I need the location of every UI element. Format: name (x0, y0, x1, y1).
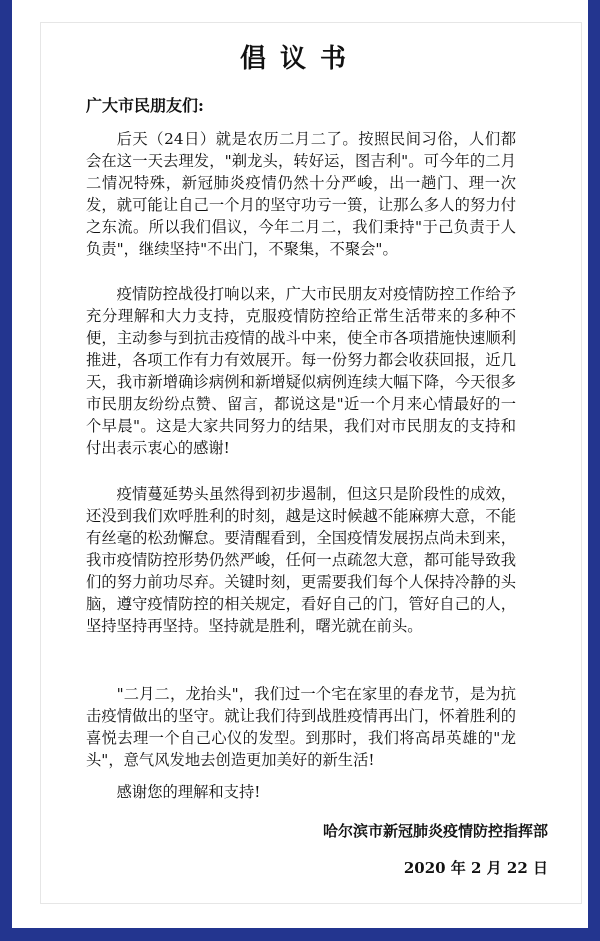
paragraph-5: 感谢您的理解和支持! (116, 783, 261, 801)
paragraph-2: 疫情防控战役打响以来，广大市民朋友对疫情防控工作给予充分理解和大力支持，克服疫情防控给正常生活带来的多种不便，主动参与到抗击疫情的战斗中来，使全市各项措施快速顺利推进，各项工作有力有效展开。每一份努力都会收获回报，近几天，我市新增确诊病例和新增疑似病例连续大幅下降，今天很多市民朋友纷纷点赞、留言，都说这是"近一个月来心情最好的一个早晨"。这是大家共同努力的结果，我们对市民朋友的支持和付出表示衷心的感谢! (86, 285, 516, 457)
date: 2020 年 2 月 22 日 (403, 859, 548, 877)
paragraph-4: "二月二，龙抬头"，我们过一个宅在家里的春龙节，是为抗击疫情做出的坚守。就让我们待到战胜疫情再出门，怀着胜利的喜悦去理一个自己心仪的发型。到那时，我们将高昂英雄的"龙头"，意气风发地去创造更加美好的新生活! (86, 685, 516, 769)
paragraph-3: 疫情蔓延势头虽然得到初步遏制，但这只是阶段性的成效，还没到我们欢呼胜利的时刻，越是这时候越不能麻痹大意，不能有丝毫的松劲懈怠。要清醒看到，全国疫情发展拐点尚未到来，我市疫情防控形势仍然严峻，任何一点疏忽大意，都可能导致我们的努力前功尽弃。关键时刻，更需要我们每个人保持冷静的头脑，遵守疫情防控的相关规定，看好自己的门，管好自己的人，坚持坚持再坚持。坚持就是胜利，曙光就在前头。 (86, 485, 516, 635)
paragraph-1: 后天（24日）就是农历二月二了。按照民间习俗，人们都会在这一天去理发，"剃龙头，转好运，图吉利"。可今年的二月二情况特殊，新冠肺炎疫情仍然十分严峻，出一趟门、理一次发，就可能让自己一个月的坚守功亏一篑，让那么多人的努力付之东流。所以我们倡议，今年二月二，我们秉持"于己负责于人负责"，继续坚持"不出门，不聚集，不聚会"。 (86, 130, 516, 258)
document-title: 倡议书 (239, 44, 360, 74)
salutation: 广大市民朋友们: (86, 96, 204, 115)
signature: 哈尔滨市新冠肺炎疫情防控指挥部 (322, 822, 548, 840)
